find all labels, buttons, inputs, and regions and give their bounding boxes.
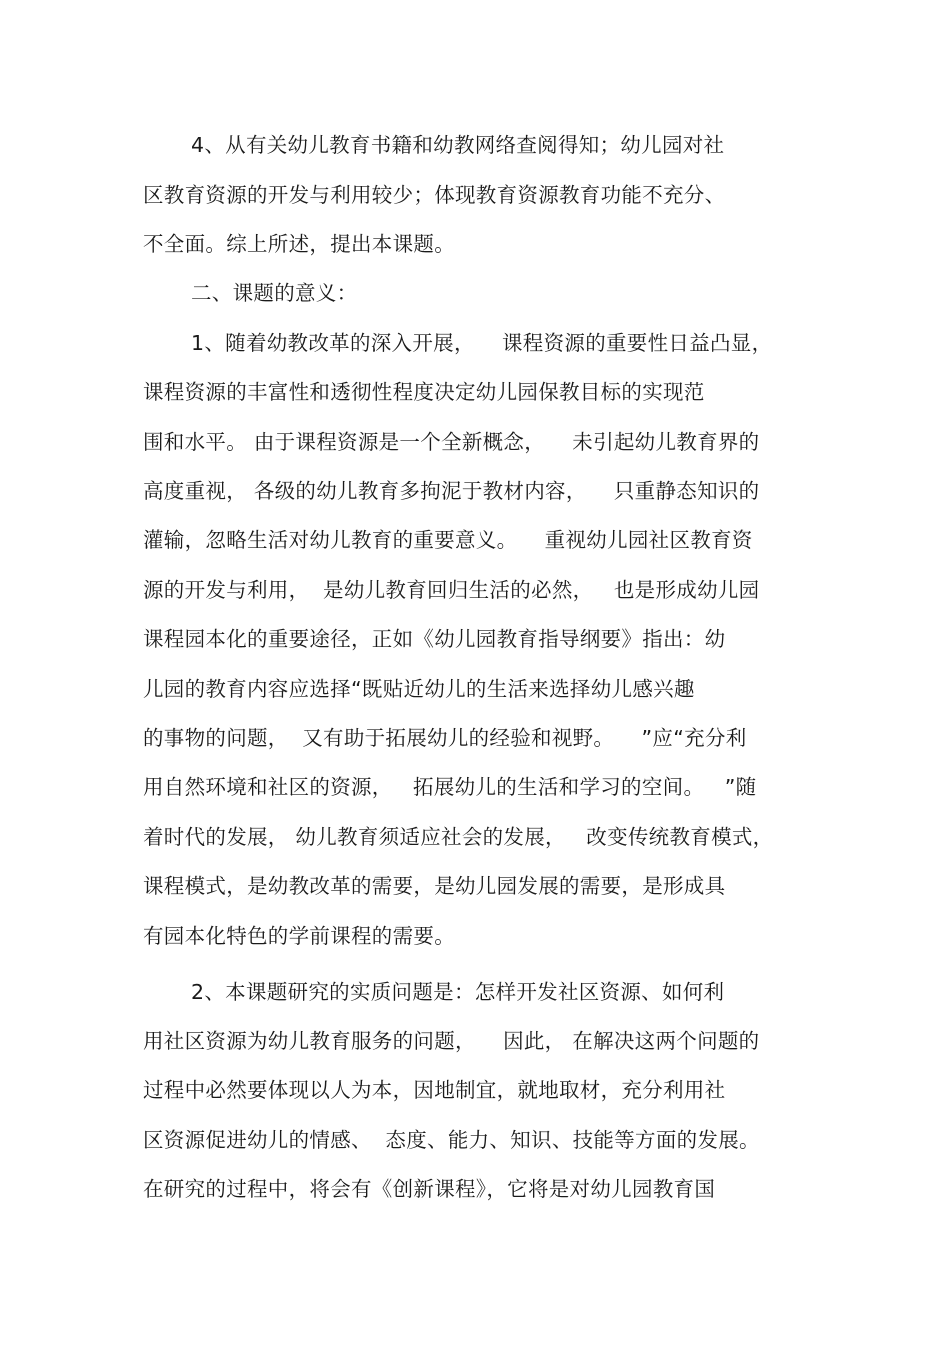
text-line: 灌输，忽略生活对幼儿教育的重要意义。 重视幼儿园社区教育资 bbox=[143, 528, 753, 552]
text-line: 用自然环境和社区的资源， 拓展幼儿的生活和学习的空间。 ”随 bbox=[143, 775, 757, 799]
text-line: 区资源促进幼儿的情感、 态度、能力、知识、技能等方面的发展。 bbox=[143, 1128, 760, 1152]
section-heading: 二、课题的意义： bbox=[191, 281, 358, 305]
text-line: 用社区资源为幼儿教育服务的问题， 因此， 在解决这两个问题的 bbox=[143, 1029, 760, 1053]
text-line: 课程资源的丰富性和透彻性程度决定幼儿园保教目标的实现范 bbox=[143, 380, 705, 404]
text-line: 4、从有关幼儿教育书籍和幼教网络查阅得知；幼儿园对社 bbox=[191, 133, 725, 157]
text-line: 儿园的教育内容应选择“既贴近幼儿的生活来选择幼儿感兴趣 bbox=[143, 677, 695, 701]
text-line: 不全面。综上所述，提出本课题。 bbox=[143, 232, 455, 256]
text-line: 在研究的过程中，将会有《创新课程》，它将是对幼儿园教育国 bbox=[143, 1177, 716, 1201]
text-line: 过程中必然要体现以人为本，因地制宜，就地取材，充分利用社 bbox=[143, 1078, 726, 1102]
text-line: 课程模式，是幼教改革的需要，是幼儿园发展的需要，是形成具 bbox=[143, 874, 726, 898]
text-line: 1、随着幼教改革的深入开展， 课程资源的重要性日益凸显， bbox=[191, 331, 773, 355]
text-line: 区教育资源的开发与利用较少；体现教育资源教育功能不充分、 bbox=[143, 183, 726, 207]
text-line: 高度重视， 各级的幼儿教育多拘泥于教材内容， 只重静态知识的 bbox=[143, 479, 760, 503]
text-line: 有园本化特色的学前课程的需要。 bbox=[143, 924, 455, 948]
text-line: 课程园本化的重要途径，正如《幼儿园教育指导纲要》指出：幼 bbox=[143, 627, 726, 651]
text-line: 围和水平。 由于课程资源是一个全新概念， 未引起幼儿教育界的 bbox=[143, 430, 760, 454]
text-line: 的事物的问题， 又有助于拓展幼儿的经验和视野。 ”应“充分利 bbox=[143, 726, 747, 750]
text-line: 源的开发与利用， 是幼儿教育回归生活的必然， 也是形成幼儿园 bbox=[143, 578, 760, 602]
text-line: 着时代的发展， 幼儿教育须适应社会的发展， 改变传统教育模式， bbox=[143, 825, 774, 849]
text-line: 2、本课题研究的实质问题是：怎样开发社区资源、如何利 bbox=[191, 980, 725, 1004]
